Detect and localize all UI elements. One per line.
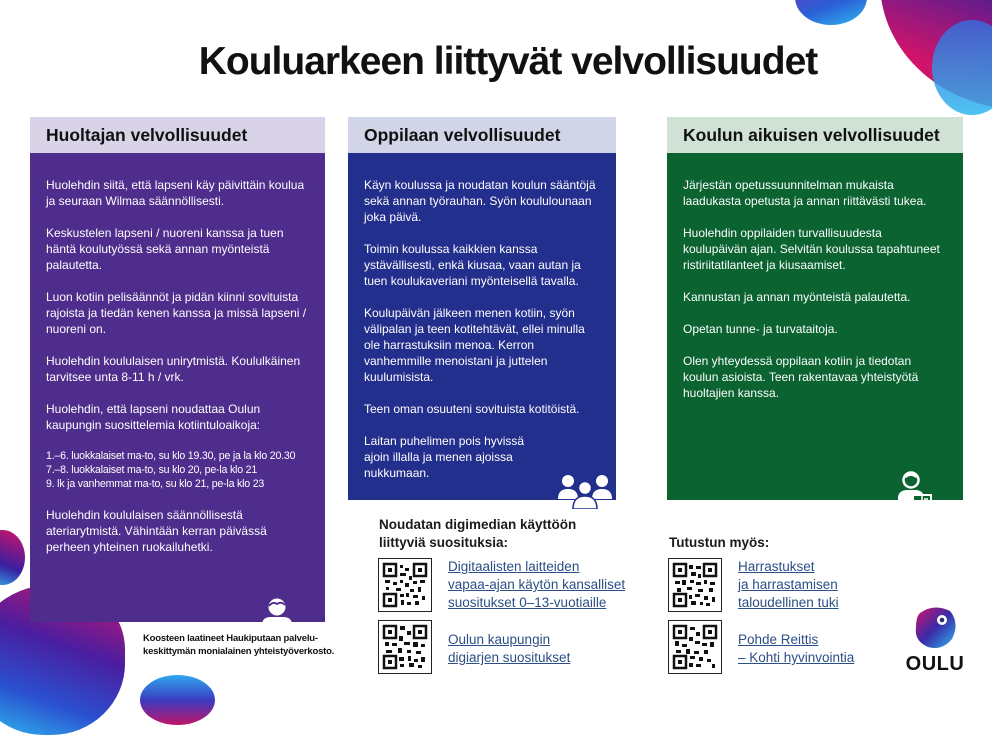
- digimedia-link-row[interactable]: [378, 558, 625, 612]
- curfew-item: 7.–8. luokkalaiset ma-to, su klo 20, pe-la klo 21: [46, 464, 258, 476]
- decorative-blob: [0, 530, 25, 585]
- duty-paragraph: Huolehdin siitä, että lapseni käy päivittäin koulua ja seuraan Wilmaa säännöllisesti.: [46, 178, 305, 208]
- card-body: [667, 153, 963, 500]
- duty-paragraph: Huolehdin koululaisen säännöllisestä ateriarytmistä. Vähintään kerran päivässä perheen yhteinen ruokailuhetki.: [46, 508, 267, 554]
- duty-paragraph: Teen oman osuuteni sovituista kotitöistä.: [364, 402, 580, 416]
- section-title-line: liittyviä suosituksia:: [379, 535, 509, 550]
- link-line: vapaa-ajan käytön kansalliset: [448, 577, 626, 592]
- link-line: digiarjen suositukset: [448, 650, 571, 665]
- card-heading: Oppilaan velvollisuudet: [348, 117, 616, 153]
- guardian-duties-card: [30, 117, 325, 622]
- credits-line: Koosteen laatineet Haukiputaan palvelu-: [143, 633, 318, 644]
- link-line: suositukset 0–13-vuotiaille: [448, 595, 607, 610]
- duty-paragraph: Keskustelen lapseni / nuoreni kanssa ja tuen häntä koulutyössä sekä annan myönteistä palautetta.: [46, 226, 284, 272]
- link-line: Harrastukset: [738, 559, 815, 574]
- card-body: [30, 153, 325, 622]
- digital-devices-recommendations-link[interactable]: [448, 558, 625, 612]
- link-line: – Kohti hyvinvointia: [738, 650, 855, 665]
- see-also-link-row[interactable]: [668, 558, 839, 612]
- duty-paragraph: Laitan puhelimen pois hyvissä ajoin illalla ja menen ajoissa nukkumaan.: [364, 434, 525, 480]
- curfew-item: 9. lk ja vanhemmat ma-to, su klo 21, pe-la klo 23: [46, 478, 265, 490]
- pohde-reittis-link[interactable]: [738, 620, 854, 667]
- hobbies-financial-support-link[interactable]: [738, 558, 839, 612]
- digimedia-link-row[interactable]: [378, 620, 570, 674]
- qr-code-icon[interactable]: [378, 620, 432, 674]
- oulu-logo: [900, 605, 970, 676]
- curfew-item: 1.–6. luokkalaiset ma-to, su klo 19.30, pe ja la klo 20.30: [46, 450, 296, 462]
- group-icon: [558, 473, 612, 509]
- section-title-line: Noudatan digimedian käyttöön: [379, 517, 577, 532]
- pupil-duties-card: [348, 117, 616, 500]
- duty-paragraph: Koulupäivän jälkeen menen kotiin, syön välipalan ja teen kotitehtävät, ellei minulla ole harrastuksiin menoa. Kerron vanhemmille menoistani ja juttelen kuulumisista.: [364, 306, 585, 384]
- decorative-blob: [140, 675, 215, 725]
- link-line: Pohde Reittis: [738, 632, 819, 647]
- duty-paragraph: Käyn koulussa ja noudatan koulun sääntöjä sekä annan työrauhan. Syön koululounaan joka päivä.: [364, 178, 596, 224]
- link-line: taloudellinen tuki: [738, 595, 839, 610]
- duty-paragraph: Huolehdin koululaisen unirytmistä. Koululkäinen tarvitsee unta 8-11 h / vrk.: [46, 354, 301, 384]
- oulu-digital-life-recommendations-link[interactable]: [448, 620, 570, 667]
- duty-paragraph: Huolehdin oppilaiden turvallisuudesta koulupäivän ajan. Selvitän koulussa tapahtuneet ristiriitatilanteet ja kiusaamiset.: [683, 226, 940, 272]
- qr-code-icon[interactable]: [378, 558, 432, 612]
- credits-text: [143, 632, 334, 658]
- duty-paragraph: Toimin koulussa kaikkien kanssa ystävällisesti, enkä kiusaa, vaan autan ja tuen koulukaveriani myönteisellä tavalla.: [364, 242, 581, 288]
- school-adult-duties-card: [667, 117, 963, 500]
- link-line: Oulun kaupungin: [448, 632, 551, 647]
- see-also-link-row[interactable]: [668, 620, 854, 674]
- duty-paragraph: Olen yhteydessä oppilaan kotiin ja tiedotan koulun asioista. Teen rakentavaa yhteistyötä huoltajien kanssa.: [683, 354, 919, 400]
- duty-paragraph: Luon kotiin pelisäännöt ja pidän kiinni sovituista rajoista ja tiedän kenen kanssa ja missä lapseni / nuoreni on.: [46, 290, 307, 336]
- card-heading: Huoltajan velvollisuudet: [30, 117, 325, 153]
- duty-paragraph: Huolehdin, että lapseni noudattaa Oulun kaupungin suosittelemia kotiintuloaikoja:: [46, 402, 261, 432]
- oulu-logo-mark-icon: [912, 605, 958, 651]
- credits-line: keskittymän monialainen yhteistyöverkosto.: [143, 646, 335, 657]
- qr-code-icon[interactable]: [668, 620, 722, 674]
- digimedia-title: [379, 516, 576, 552]
- oulu-logo-text: OULU: [905, 653, 965, 675]
- page-title: Kouluarkeen liittyvät velvollisuudet: [198, 40, 818, 83]
- link-line: ja harrastamisen: [738, 577, 838, 592]
- card-heading: Koulun aikuisen velvollisuudet: [667, 117, 963, 153]
- see-also-title: Tutustun myös:: [669, 535, 770, 550]
- qr-code-icon[interactable]: [668, 558, 722, 612]
- teacher-icon: [897, 471, 933, 511]
- link-line: Digitaalisten laitteiden: [448, 559, 580, 574]
- decorative-blob: [795, 0, 867, 25]
- person-icon: [260, 597, 294, 633]
- duty-paragraph: Kannustan ja annan myönteistä palautetta.: [683, 290, 911, 304]
- duty-paragraph: Opetan tunne- ja turvataitoja.: [683, 322, 838, 336]
- card-body: [348, 153, 616, 500]
- duty-paragraph: Järjestän opetussuunnitelman mukaista laadukasta opetusta ja annan riittävästi tukea.: [683, 178, 927, 208]
- curfew-list: [46, 449, 311, 491]
